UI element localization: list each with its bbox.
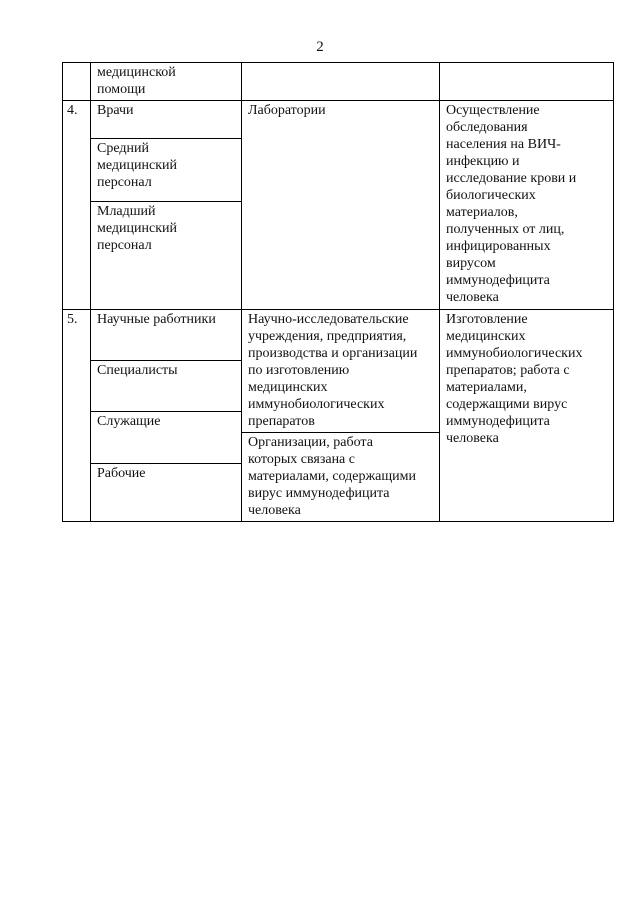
organization-label: Организации, работа которых связана с материалами, содержащими вирус иммунодефицита человека <box>248 435 416 518</box>
row-number-cell <box>63 101 91 310</box>
work-description: Изготовление медицинских иммунобиологических препаратов; работа с материалами, содержащими вирус иммунодефицита человека <box>446 312 583 446</box>
organization-label: Научно-исследовательские учреждения, предприятия, производства и организации по изготовлению медицинских иммунобиологических препаратов <box>248 312 418 429</box>
row-number: 4. <box>67 103 78 118</box>
staff-label: медицинской помощи <box>97 65 176 97</box>
staff-label: Средний медицинский персонал <box>97 141 177 190</box>
staff-cell <box>91 101 242 139</box>
work-cell <box>440 63 614 101</box>
page-number: 2 <box>316 39 324 55</box>
staff-cell <box>91 310 242 361</box>
staff-cell <box>91 412 242 464</box>
staff-label: Рабочие <box>97 466 146 482</box>
table-row <box>63 63 614 101</box>
table-row <box>63 310 614 361</box>
staff-cell <box>91 464 242 522</box>
staff-cell <box>91 63 242 101</box>
staff-work-table <box>62 62 614 522</box>
staff-label: Служащие <box>97 414 161 429</box>
organization-label: Лаборатории <box>248 103 326 118</box>
organization-cell <box>242 433 440 522</box>
organization-cell <box>242 101 440 310</box>
row-number: 5. <box>67 312 78 327</box>
row-number-cell <box>63 310 91 522</box>
work-cell <box>440 310 614 522</box>
row-number-cell <box>63 63 91 101</box>
staff-label: Младший медицинский персонал <box>97 204 177 253</box>
staff-label: Специалисты <box>97 363 178 378</box>
staff-cell <box>91 202 242 310</box>
work-description: Осуществление обследования населения на ВИЧ- инфекцию и исследование крови и биологических материалов, полученных от лиц, инфицированных вирусом иммунодефицита человека <box>446 103 577 305</box>
work-cell <box>440 101 614 310</box>
staff-label: Врачи <box>97 103 134 118</box>
table-row <box>63 101 614 139</box>
staff-label: Научные работники <box>97 312 216 327</box>
staff-cell <box>91 139 242 202</box>
organization-cell <box>242 310 440 433</box>
staff-cell <box>91 361 242 412</box>
organization-cell <box>242 63 440 101</box>
